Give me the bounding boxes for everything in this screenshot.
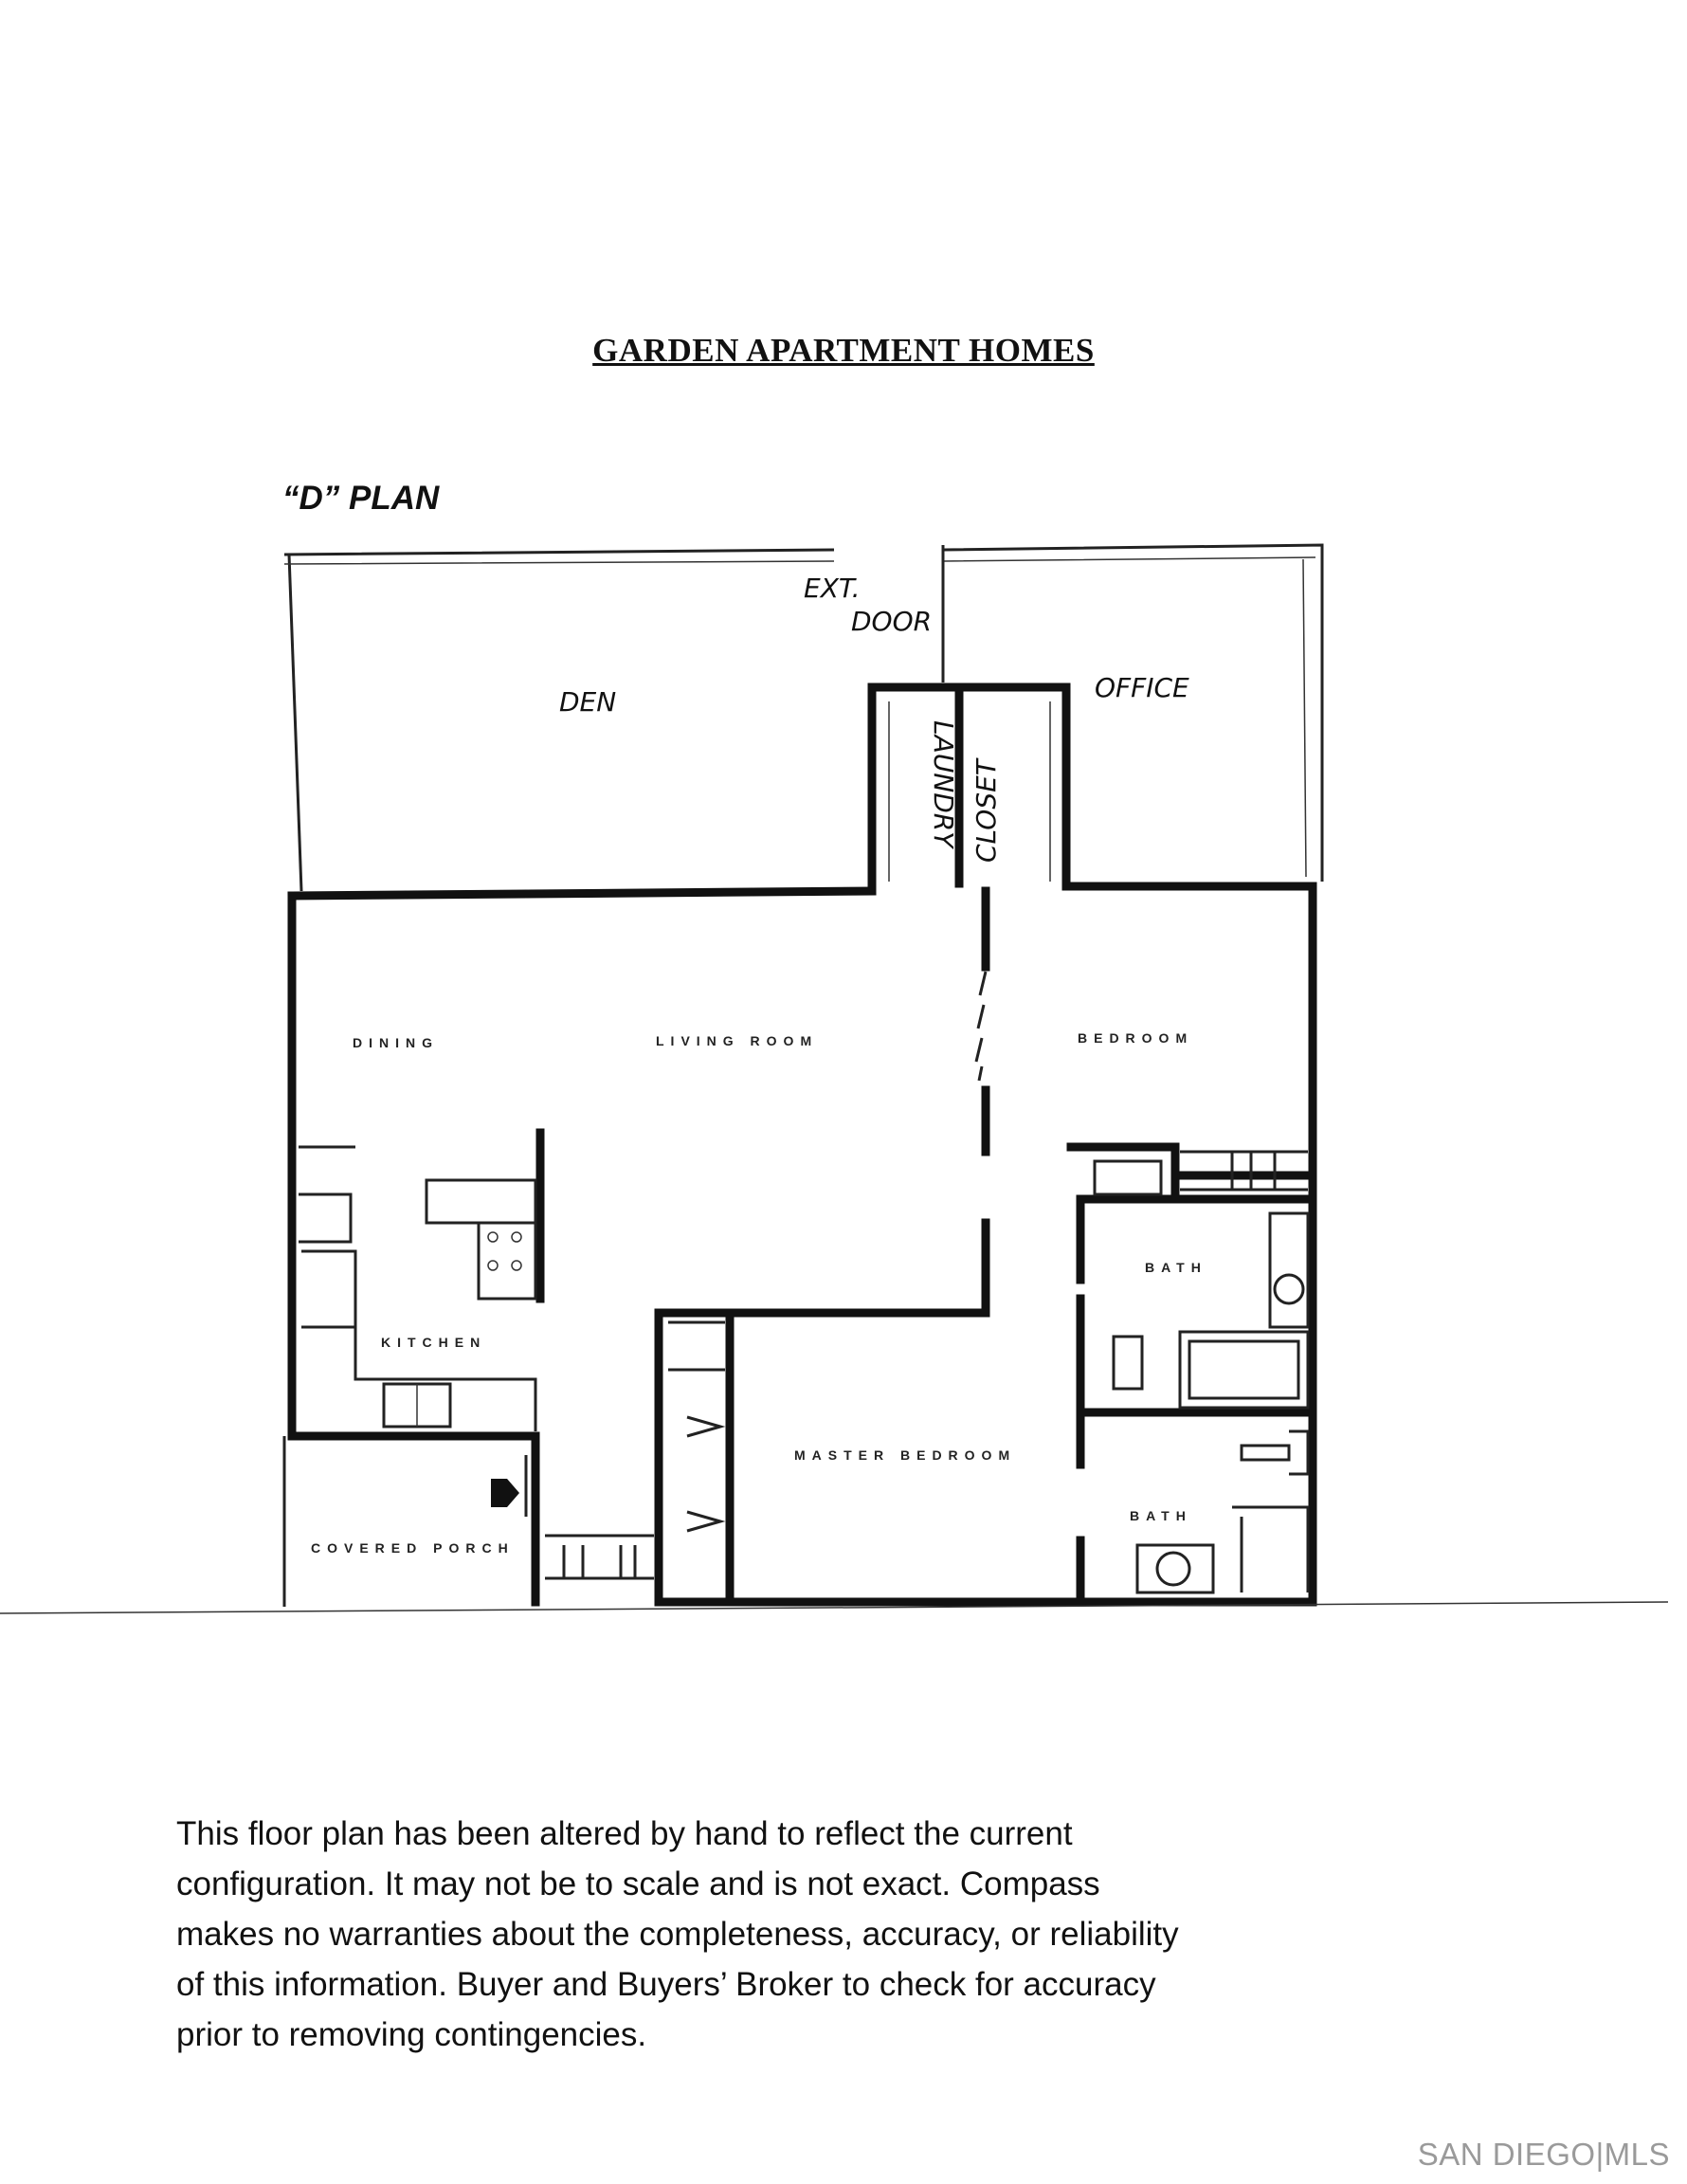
kitchen-fixtures [299,1147,535,1431]
label-bath-1: BATH [1145,1260,1207,1275]
label-ext-door-1: EXT. [804,573,861,604]
disclaimer-line: configuration. It may not be to scale and is not exact. Compass [176,1866,1100,1902]
label-covered-porch: COVERED PORCH [311,1540,515,1556]
label-bath-2: BATH [1130,1508,1192,1523]
porch-entry-arrow [284,1436,526,1607]
label-den: DEN [559,686,617,718]
label-bedroom: BEDROOM [1078,1030,1194,1046]
door-sketch-marks [976,972,986,1081]
exterior-walls [292,886,1313,1602]
mls-watermark: SAN DIEGO|MLS [1417,2137,1670,2172]
interior-walls [535,891,1313,1602]
label-kitchen: KITCHEN [381,1335,487,1350]
disclaimer-text [176,1809,1408,2060]
label-closet: CLOSET [970,759,1002,863]
label-dining: DINING [353,1035,439,1050]
disclaimer-line: makes no warranties about the completeness, accuracy, or reliability [176,1916,1179,1953]
label-office: OFFICE [1095,672,1189,703]
label-master-bedroom: MASTER BEDROOM [794,1447,1017,1463]
label-ext-door-2: DOOR [851,606,933,637]
label-living-room: LIVING ROOM [656,1033,819,1048]
plan-name: “D” PLAN [282,480,440,517]
bathroom-fixtures [1095,1161,1308,1592]
disclaimer-line: prior to removing contingencies. [176,2016,647,2053]
label-laundry: LAUNDRY [928,720,959,848]
disclaimer-line: This floor plan has been altered by hand to reflect the current [176,1815,1073,1852]
document-title: GARDEN APARTMENT HOMES [592,332,1095,369]
laundry-closet-walls [872,687,1066,886]
disclaimer-line: of this information. Buyer and Buyers’ Broker to check for accuracy [176,1966,1156,2003]
